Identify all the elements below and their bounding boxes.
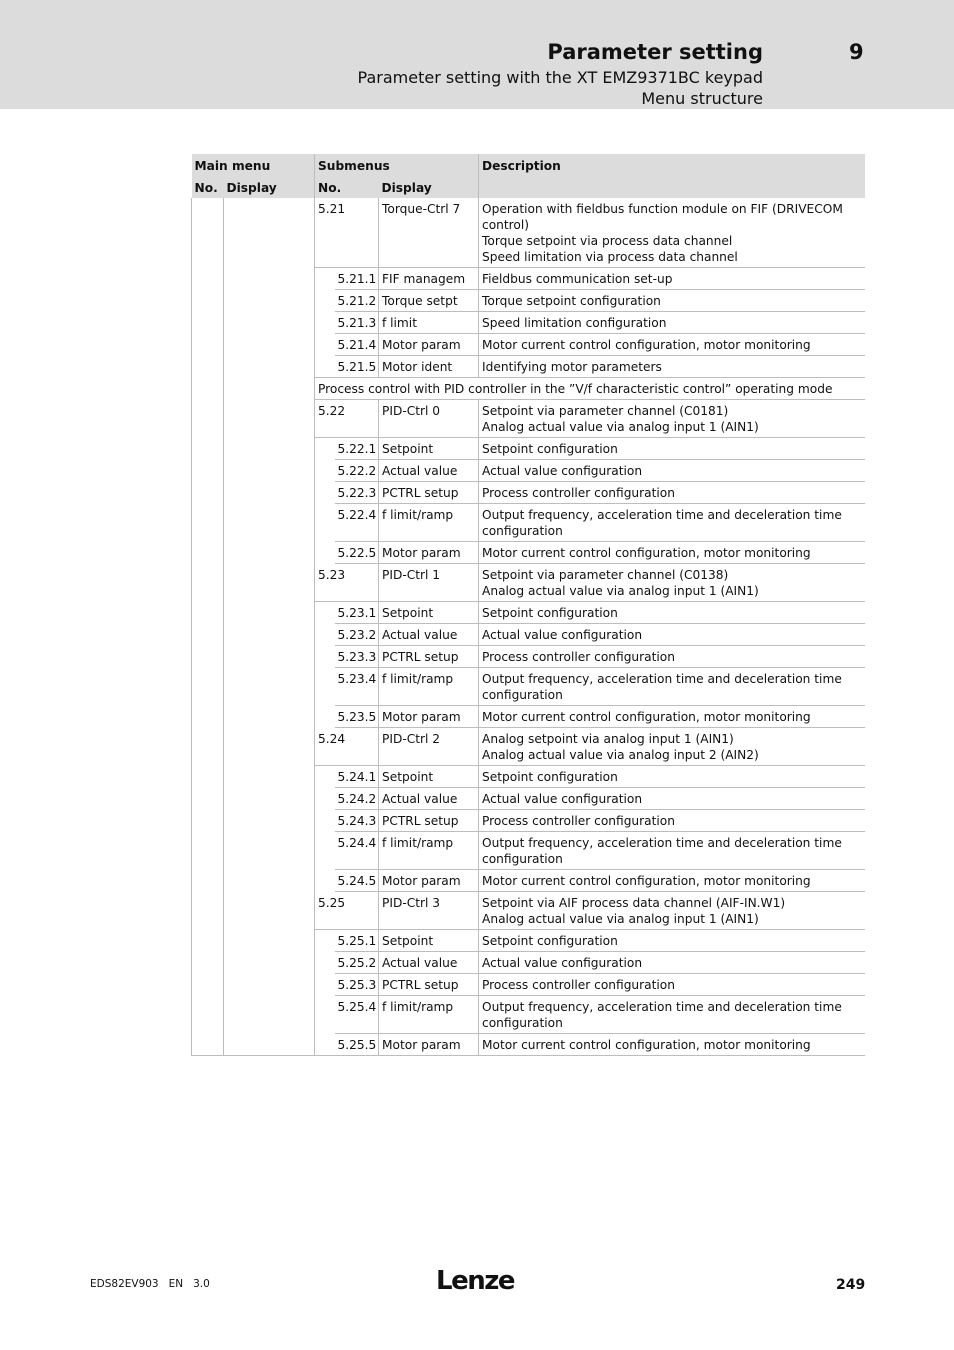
submenu-display: f limit/ramp bbox=[379, 668, 479, 706]
main-display-cell bbox=[224, 542, 315, 564]
main-display-cell bbox=[224, 892, 315, 930]
main-no-cell bbox=[192, 668, 224, 706]
submenu-indent bbox=[315, 974, 335, 996]
main-no-cell bbox=[192, 996, 224, 1034]
submenu-display: Setpoint bbox=[379, 766, 479, 788]
submenu-display: PID-Ctrl 0 bbox=[379, 400, 479, 438]
submenu-number: 5.21.5 bbox=[335, 356, 379, 378]
page-number: 249 bbox=[836, 1277, 866, 1293]
description-line: Output frequency, acceleration time and deceleration time configuration bbox=[482, 1000, 842, 1030]
submenu-item-row bbox=[192, 334, 865, 356]
submenu-display: PCTRL setup bbox=[379, 810, 479, 832]
main-no-cell bbox=[192, 1034, 224, 1056]
submenu-display: Motor param bbox=[379, 870, 479, 892]
submenu-indent bbox=[315, 952, 335, 974]
submenu-description bbox=[479, 400, 865, 438]
main-no-cell bbox=[192, 832, 224, 870]
submenu-display: Torque setpt bbox=[379, 290, 479, 312]
main-no-cell bbox=[192, 378, 224, 400]
submenu-description bbox=[479, 870, 865, 892]
lenze-logo bbox=[436, 1264, 516, 1300]
submenu-number: 5.24.3 bbox=[335, 810, 379, 832]
submenu-indent bbox=[315, 290, 335, 312]
main-no-cell bbox=[192, 356, 224, 378]
submenu-display: PID-Ctrl 2 bbox=[379, 728, 479, 766]
description-line: Speed limitation via process data channel bbox=[482, 250, 738, 264]
submenu-description bbox=[479, 438, 865, 460]
submenu-item-row bbox=[192, 268, 865, 290]
main-display-cell bbox=[224, 766, 315, 788]
section-heading: Process control with PID controller in the ”V/f characteristic control” operating mode bbox=[315, 378, 865, 400]
submenu-number: 5.25.4 bbox=[335, 996, 379, 1034]
main-no-cell bbox=[192, 870, 224, 892]
description-line: Output frequency, acceleration time and deceleration time configuration bbox=[482, 672, 842, 702]
submenu-item-row bbox=[192, 602, 865, 624]
submenu-description bbox=[479, 602, 865, 624]
submenu-display: Motor param bbox=[379, 706, 479, 728]
main-no-cell bbox=[192, 646, 224, 668]
submenu-number: 5.21.3 bbox=[335, 312, 379, 334]
submenu-item-row bbox=[192, 438, 865, 460]
submenu-display: Setpoint bbox=[379, 930, 479, 952]
main-no-cell bbox=[192, 400, 224, 438]
submenu-description bbox=[479, 728, 865, 766]
submenu-indent bbox=[315, 1034, 335, 1056]
description-line: Setpoint via AIF process data channel (AIF-IN.W1) bbox=[482, 896, 786, 910]
submenu-indent bbox=[315, 356, 335, 378]
main-no-cell bbox=[192, 268, 224, 290]
submenu-number: 5.25 bbox=[315, 892, 379, 930]
description-line: Fieldbus communication set-up bbox=[482, 272, 673, 286]
main-no-cell bbox=[192, 728, 224, 766]
main-no-cell bbox=[192, 706, 224, 728]
main-display-cell bbox=[224, 788, 315, 810]
main-display-cell bbox=[224, 832, 315, 870]
submenu-group-row bbox=[192, 728, 865, 766]
main-display-cell bbox=[224, 504, 315, 542]
submenu-description bbox=[479, 996, 865, 1034]
main-display-cell bbox=[224, 974, 315, 996]
submenu-description bbox=[479, 504, 865, 542]
chapter-title: Parameter setting bbox=[547, 40, 763, 64]
submenu-description bbox=[479, 460, 865, 482]
description-line: Motor current control configuration, motor monitoring bbox=[482, 874, 811, 888]
submenu-indent bbox=[315, 930, 335, 952]
main-display-cell bbox=[224, 930, 315, 952]
main-no-cell bbox=[192, 892, 224, 930]
header-band bbox=[0, 0, 954, 109]
submenu-description bbox=[479, 974, 865, 996]
submenu-description bbox=[479, 646, 865, 668]
description-line: Process controller configuration bbox=[482, 814, 675, 828]
main-no-cell bbox=[192, 482, 224, 504]
header-main-menu: Main menu bbox=[192, 154, 315, 176]
main-display-cell bbox=[224, 996, 315, 1034]
submenu-item-row bbox=[192, 788, 865, 810]
submenu-description bbox=[479, 668, 865, 706]
submenu-display: Torque-Ctrl 7 bbox=[379, 198, 479, 268]
submenu-display: Motor ident bbox=[379, 356, 479, 378]
submenu-item-row bbox=[192, 290, 865, 312]
submenu-indent bbox=[315, 996, 335, 1034]
main-display-cell bbox=[224, 198, 315, 268]
main-no-cell bbox=[192, 542, 224, 564]
description-line: Setpoint configuration bbox=[482, 934, 618, 948]
description-line: Setpoint via parameter channel (C0181) bbox=[482, 404, 729, 418]
submenu-display: Setpoint bbox=[379, 438, 479, 460]
submenu-indent bbox=[315, 810, 335, 832]
svg-text:Lenze: Lenze bbox=[436, 1266, 514, 1296]
description-line: Actual value configuration bbox=[482, 792, 643, 806]
submenu-indent bbox=[315, 832, 335, 870]
submenu-description bbox=[479, 892, 865, 930]
main-display-cell bbox=[224, 952, 315, 974]
submenu-description bbox=[479, 564, 865, 602]
description-line: Analog actual value via analog input 1 (AIN1) bbox=[482, 584, 759, 598]
main-no-cell bbox=[192, 952, 224, 974]
submenu-description bbox=[479, 268, 865, 290]
submenu-number: 5.22.5 bbox=[335, 542, 379, 564]
submenu-display: PCTRL setup bbox=[379, 482, 479, 504]
submenu-number: 5.21.1 bbox=[335, 268, 379, 290]
submenu-indent bbox=[315, 504, 335, 542]
main-display-cell bbox=[224, 268, 315, 290]
submenu-item-row bbox=[192, 646, 865, 668]
main-display-cell bbox=[224, 646, 315, 668]
submenu-item-row bbox=[192, 624, 865, 646]
main-no-cell bbox=[192, 312, 224, 334]
submenu-description bbox=[479, 542, 865, 564]
description-line: Torque setpoint via process data channel bbox=[482, 234, 733, 248]
submenu-group-row bbox=[192, 892, 865, 930]
submenu-number: 5.25.1 bbox=[335, 930, 379, 952]
submenu-number: 5.24.5 bbox=[335, 870, 379, 892]
submenu-display: PID-Ctrl 3 bbox=[379, 892, 479, 930]
main-no-cell bbox=[192, 438, 224, 460]
submenu-item-row bbox=[192, 810, 865, 832]
main-display-cell bbox=[224, 602, 315, 624]
main-no-cell bbox=[192, 788, 224, 810]
main-no-cell bbox=[192, 564, 224, 602]
submenu-number: 5.21.4 bbox=[335, 334, 379, 356]
submenu-item-row bbox=[192, 312, 865, 334]
submenu-number: 5.23.3 bbox=[335, 646, 379, 668]
submenu-display: f limit bbox=[379, 312, 479, 334]
submenu-display: Motor param bbox=[379, 542, 479, 564]
description-line: Analog actual value via analog input 1 (AIN1) bbox=[482, 912, 759, 926]
submenu-display: Setpoint bbox=[379, 602, 479, 624]
description-line: Motor current control configuration, motor monitoring bbox=[482, 710, 811, 724]
submenu-item-row bbox=[192, 482, 865, 504]
header-display: Display bbox=[224, 176, 315, 198]
submenu-display: Motor param bbox=[379, 334, 479, 356]
submenu-item-row bbox=[192, 706, 865, 728]
main-no-cell bbox=[192, 624, 224, 646]
submenu-number: 5.23 bbox=[315, 564, 379, 602]
description-line: Motor current control configuration, motor monitoring bbox=[482, 1038, 811, 1052]
submenu-description bbox=[479, 290, 865, 312]
table-body bbox=[192, 198, 865, 1056]
submenu-item-row bbox=[192, 356, 865, 378]
submenu-item-row bbox=[192, 974, 865, 996]
main-display-cell bbox=[224, 482, 315, 504]
submenu-number: 5.24.1 bbox=[335, 766, 379, 788]
submenu-item-row bbox=[192, 1034, 865, 1056]
submenu-description bbox=[479, 766, 865, 788]
submenu-number: 5.21 bbox=[315, 198, 379, 268]
header-no: No. bbox=[192, 176, 224, 198]
submenu-indent bbox=[315, 460, 335, 482]
submenu-item-row bbox=[192, 996, 865, 1034]
main-display-cell bbox=[224, 460, 315, 482]
description-line: Process controller configuration bbox=[482, 978, 675, 992]
main-display-cell bbox=[224, 810, 315, 832]
submenu-number: 5.23.4 bbox=[335, 668, 379, 706]
main-display-cell bbox=[224, 870, 315, 892]
description-line: Setpoint configuration bbox=[482, 770, 618, 784]
submenu-display: Actual value bbox=[379, 788, 479, 810]
submenu-indent bbox=[315, 438, 335, 460]
submenu-number: 5.22.4 bbox=[335, 504, 379, 542]
submenu-description bbox=[479, 788, 865, 810]
description-line: Output frequency, acceleration time and deceleration time configuration bbox=[482, 508, 842, 538]
main-no-cell bbox=[192, 290, 224, 312]
submenu-display: f limit/ramp bbox=[379, 504, 479, 542]
description-line: Speed limitation configuration bbox=[482, 316, 667, 330]
submenu-number: 5.23.2 bbox=[335, 624, 379, 646]
submenu-item-row bbox=[192, 832, 865, 870]
submenu-description bbox=[479, 832, 865, 870]
main-display-cell bbox=[224, 1034, 315, 1056]
submenu-number: 5.23.5 bbox=[335, 706, 379, 728]
header-sub-no: No. bbox=[315, 176, 379, 198]
description-line: Actual value configuration bbox=[482, 956, 643, 970]
page-subtitle: Parameter setting with the XT EMZ9371BC keypad bbox=[357, 68, 763, 87]
submenu-number: 5.24 bbox=[315, 728, 379, 766]
description-line: Setpoint via parameter channel (C0138) bbox=[482, 568, 729, 582]
description-line: Identifying motor parameters bbox=[482, 360, 662, 374]
submenu-indent bbox=[315, 312, 335, 334]
section-title: Menu structure bbox=[641, 89, 763, 108]
submenu-number: 5.22.2 bbox=[335, 460, 379, 482]
main-no-cell bbox=[192, 460, 224, 482]
submenu-display: PCTRL setup bbox=[379, 646, 479, 668]
table-header-row bbox=[192, 154, 865, 176]
description-line: Setpoint configuration bbox=[482, 606, 618, 620]
submenu-description bbox=[479, 312, 865, 334]
submenu-indent bbox=[315, 668, 335, 706]
submenu-display: FIF managem bbox=[379, 268, 479, 290]
chapter-number: 9 bbox=[849, 40, 864, 64]
submenu-description bbox=[479, 1034, 865, 1056]
main-display-cell bbox=[224, 378, 315, 400]
description-line: Actual value configuration bbox=[482, 628, 643, 642]
submenu-indent bbox=[315, 602, 335, 624]
description-line: Operation with fieldbus function module on FIF (DRIVECOM control) bbox=[482, 202, 843, 232]
submenu-indent bbox=[315, 646, 335, 668]
description-line: Process controller configuration bbox=[482, 486, 675, 500]
main-no-cell bbox=[192, 334, 224, 356]
submenu-item-row bbox=[192, 870, 865, 892]
description-line: Setpoint configuration bbox=[482, 442, 618, 456]
submenu-number: 5.21.2 bbox=[335, 290, 379, 312]
submenu-indent bbox=[315, 334, 335, 356]
description-line: Motor current control configuration, motor monitoring bbox=[482, 546, 811, 560]
main-display-cell bbox=[224, 290, 315, 312]
header-sub-display: Display bbox=[379, 176, 479, 198]
submenu-item-row bbox=[192, 766, 865, 788]
main-no-cell bbox=[192, 930, 224, 952]
submenu-number: 5.22.3 bbox=[335, 482, 379, 504]
main-display-cell bbox=[224, 438, 315, 460]
submenu-indent bbox=[315, 706, 335, 728]
main-display-cell bbox=[224, 624, 315, 646]
main-display-cell bbox=[224, 334, 315, 356]
submenu-number: 5.24.2 bbox=[335, 788, 379, 810]
main-no-cell bbox=[192, 198, 224, 268]
submenu-item-row bbox=[192, 952, 865, 974]
main-no-cell bbox=[192, 810, 224, 832]
submenu-display: Motor param bbox=[379, 1034, 479, 1056]
description-line: Analog actual value via analog input 2 (AIN2) bbox=[482, 748, 759, 762]
submenu-number: 5.25.3 bbox=[335, 974, 379, 996]
submenu-description bbox=[479, 952, 865, 974]
main-display-cell bbox=[224, 400, 315, 438]
submenu-indent bbox=[315, 482, 335, 504]
main-no-cell bbox=[192, 766, 224, 788]
submenu-indent bbox=[315, 870, 335, 892]
submenu-group-row bbox=[192, 198, 865, 268]
submenu-indent bbox=[315, 624, 335, 646]
description-line: Analog setpoint via analog input 1 (AIN1) bbox=[482, 732, 734, 746]
document-id: EDS82EV903 EN 3.0 bbox=[90, 1278, 210, 1290]
submenu-description bbox=[479, 482, 865, 504]
submenu-display: Actual value bbox=[379, 624, 479, 646]
description-line: Process controller configuration bbox=[482, 650, 675, 664]
main-display-cell bbox=[224, 564, 315, 602]
submenu-item-row bbox=[192, 504, 865, 542]
description-line: Actual value configuration bbox=[482, 464, 643, 478]
submenu-indent bbox=[315, 788, 335, 810]
submenu-description bbox=[479, 356, 865, 378]
submenu-group-row bbox=[192, 564, 865, 602]
submenu-description bbox=[479, 624, 865, 646]
submenu-display: Actual value bbox=[379, 952, 479, 974]
description-line: Output frequency, acceleration time and deceleration time configuration bbox=[482, 836, 842, 866]
submenu-display: f limit/ramp bbox=[379, 996, 479, 1034]
submenu-indent bbox=[315, 542, 335, 564]
main-display-cell bbox=[224, 706, 315, 728]
submenu-display: PCTRL setup bbox=[379, 974, 479, 996]
main-display-cell bbox=[224, 728, 315, 766]
header-description: Description bbox=[479, 154, 865, 198]
submenu-indent bbox=[315, 268, 335, 290]
submenu-description bbox=[479, 706, 865, 728]
main-display-cell bbox=[224, 668, 315, 706]
submenu-number: 5.22 bbox=[315, 400, 379, 438]
submenu-item-row bbox=[192, 460, 865, 482]
section-row bbox=[192, 378, 865, 400]
main-no-cell bbox=[192, 974, 224, 996]
submenu-number: 5.23.1 bbox=[335, 602, 379, 624]
submenu-description bbox=[479, 810, 865, 832]
submenu-item-row bbox=[192, 542, 865, 564]
submenu-group-row bbox=[192, 400, 865, 438]
submenu-description bbox=[479, 198, 865, 268]
bottom-rule-cell bbox=[192, 1056, 865, 1057]
submenu-display: f limit/ramp bbox=[379, 832, 479, 870]
description-line: Torque setpoint configuration bbox=[482, 294, 661, 308]
main-display-cell bbox=[224, 312, 315, 334]
submenu-description bbox=[479, 334, 865, 356]
main-no-cell bbox=[192, 504, 224, 542]
submenu-number: 5.22.1 bbox=[335, 438, 379, 460]
header-submenus: Submenus bbox=[315, 154, 479, 176]
submenu-description bbox=[479, 930, 865, 952]
submenu-display: Actual value bbox=[379, 460, 479, 482]
description-line: Analog actual value via analog input 1 (AIN1) bbox=[482, 420, 759, 434]
main-display-cell bbox=[224, 356, 315, 378]
main-no-cell bbox=[192, 602, 224, 624]
submenu-indent bbox=[315, 766, 335, 788]
description-line: Motor current control configuration, motor monitoring bbox=[482, 338, 811, 352]
menu-structure-table bbox=[191, 154, 865, 1056]
submenu-display: PID-Ctrl 1 bbox=[379, 564, 479, 602]
table-bottom-rule bbox=[192, 1056, 865, 1057]
submenu-number: 5.25.2 bbox=[335, 952, 379, 974]
submenu-number: 5.25.5 bbox=[335, 1034, 379, 1056]
submenu-number: 5.24.4 bbox=[335, 832, 379, 870]
submenu-item-row bbox=[192, 668, 865, 706]
submenu-item-row bbox=[192, 930, 865, 952]
lenze-logo-mark bbox=[436, 1264, 516, 1296]
